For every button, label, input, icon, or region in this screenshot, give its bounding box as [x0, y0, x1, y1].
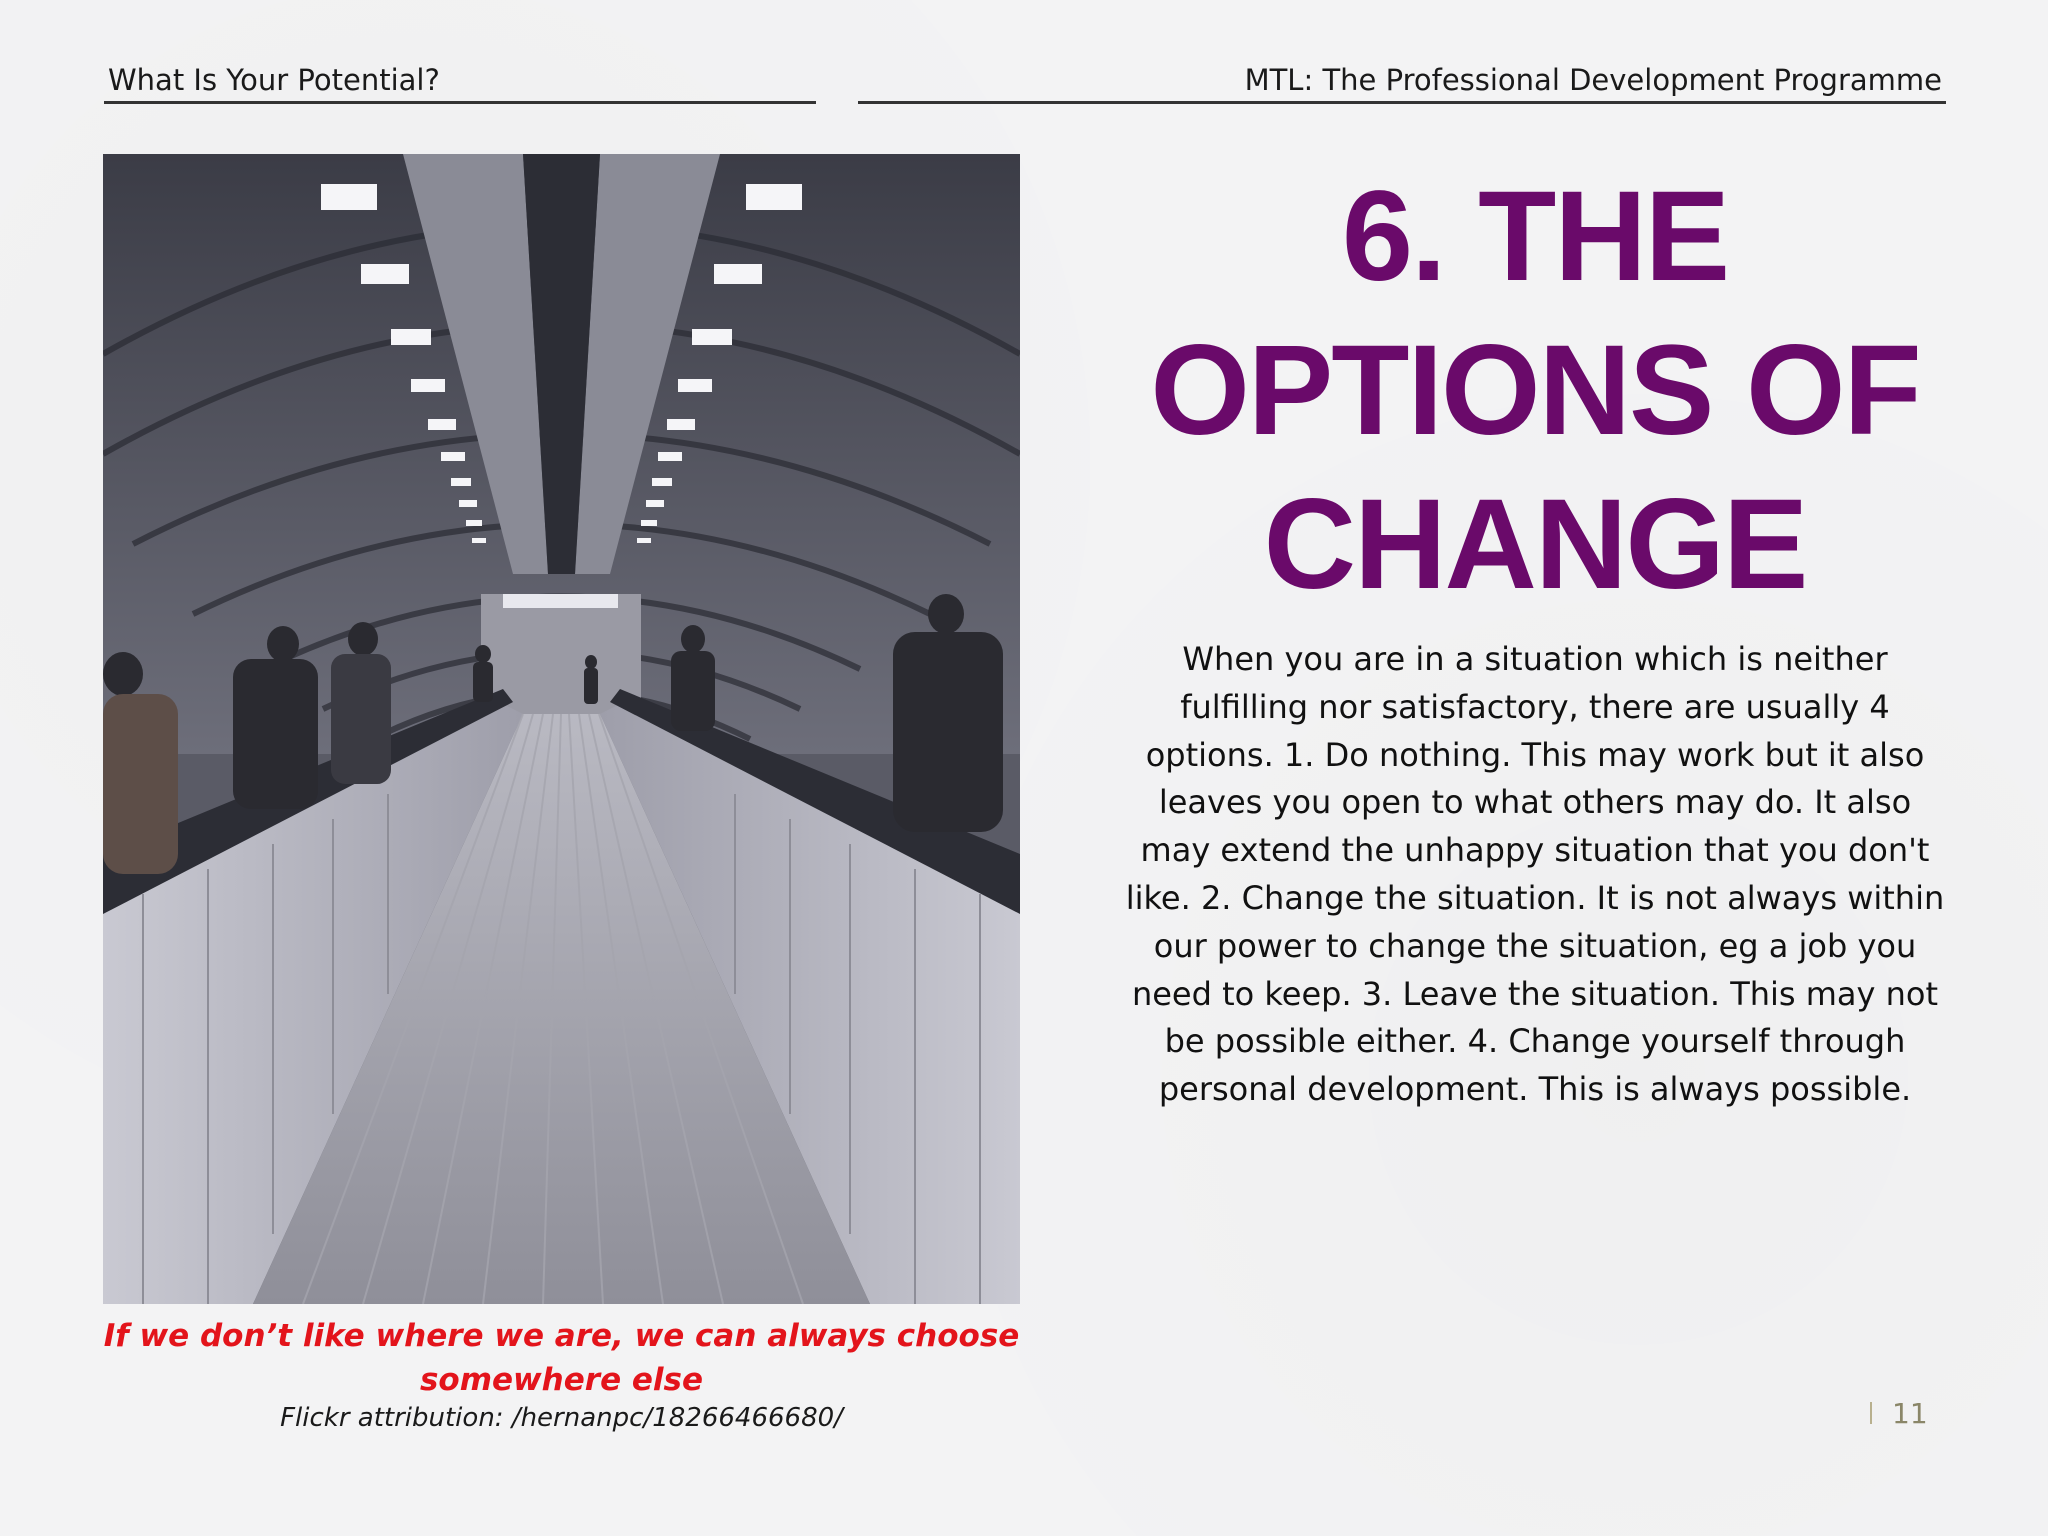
page-number-divider — [1870, 1402, 1872, 1424]
escalator-tunnel-photo — [103, 154, 1020, 1304]
header-right-title: MTL: The Professional Development Programme — [858, 60, 1946, 104]
page-number: 11 — [1892, 1397, 1928, 1430]
photo-attribution: Flickr attribution: /hernanpc/18266466680/ — [280, 1403, 843, 1433]
slide-body-text: When you are in a situation which is neither fulfilling nor satisfactory, there are usually 4 options. 1. Do nothing. This may work but it also leaves you open to what others may do. It also may extend the unhappy situation that you don't like. 2. Change the situation. It is not always within our power to change the situation, eg a job you need to keep. 3. Leave the situation. This may not be possible either. 4. Change yourself through personal development. This is always possible. — [1125, 640, 1945, 1109]
photo-caption: If we don’t like where we are, we can always choose somewhere else — [103, 1318, 1020, 1398]
header-left-title: What Is Your Potential? — [104, 60, 816, 104]
slide-title: 6. THE OPTIONS OF CHANGE — [1150, 165, 1920, 616]
